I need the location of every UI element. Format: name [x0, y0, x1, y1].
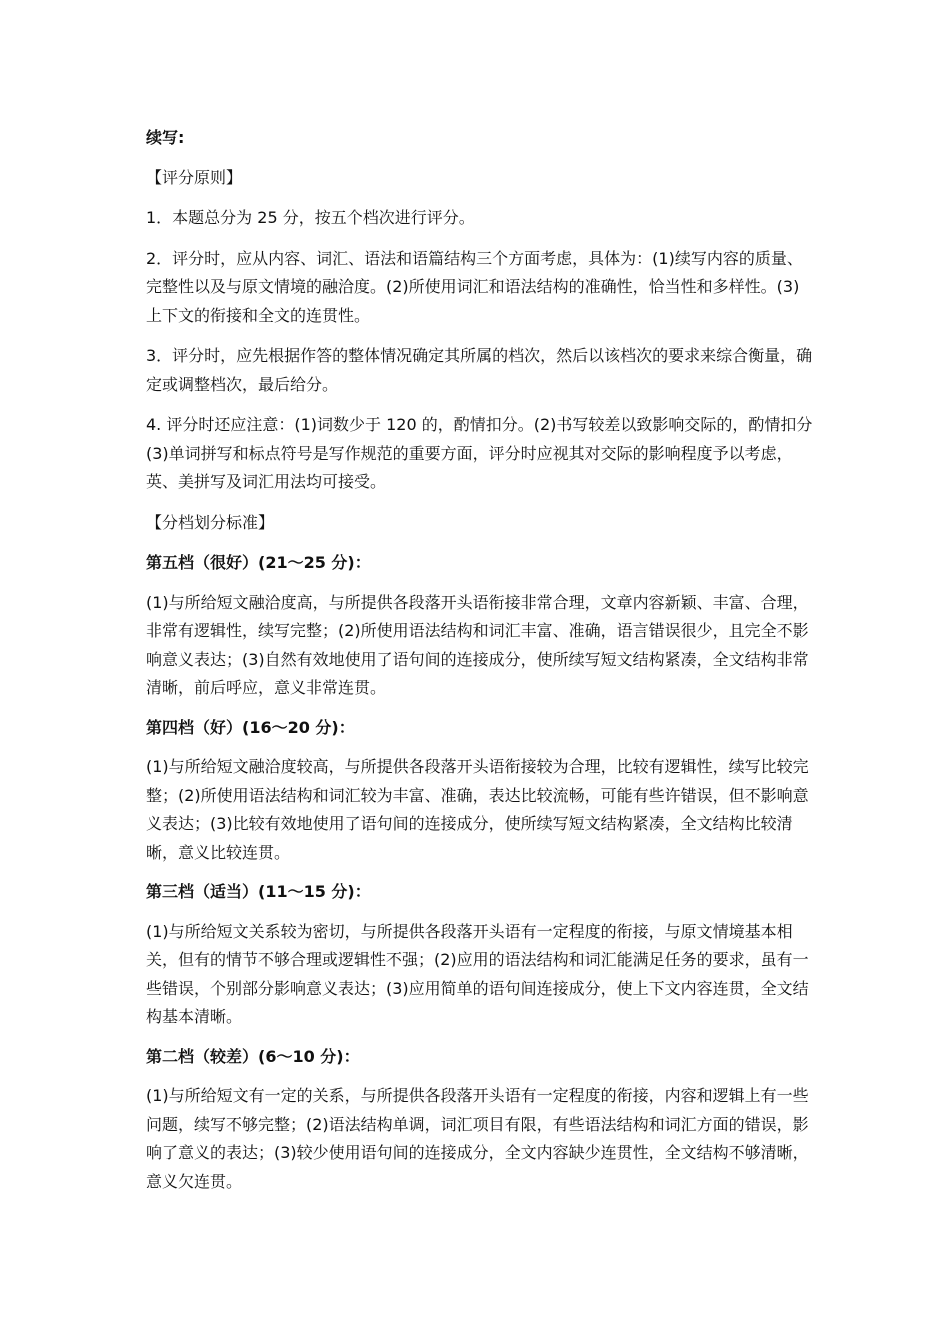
- level-title: 第五档（很好）(21～25 分)：: [146, 553, 371, 572]
- level-description: (1)与所给短文关系较为密切，与所提供各段落开头语有一定程度的衔接，与原文情境基本相关，但有的情节不够合理或逻辑性不强；(2)应用的语法结构和词汇能满足任务的要求，虽有一些错误，个别部分影响意义表达；(3)应用简单的语句间连接成分，使上下文内容连贯，全文结构基本清晰。: [146, 921, 809, 1026]
- level-title: 第四档（好）(16～20 分)：: [146, 717, 355, 737]
- level-description: (1)与所给短文有一定的关系，与所提供各段落开头语有一定程度的衔接，内容和逻辑上有一些问题，续写不够完整；(2)语法结构单调，词汇项目有限，有些语法结构和词汇方面的错误，影响了意义的表达；(3)较少使用语句间的连接成分，全文内容缺少连贯性，全文结构不够清晰，意义欠连贯。: [146, 1086, 809, 1191]
- level-description: (1)与所给短文融洽度较高，与所提供各段落开头语衔接较为合理，比较有逻辑性，续写比较完整；(2)所使用语法结构和词汇较为丰富、准确，表达比较流畅，可能有些许错误，但不影响意义表达；(3)比较有效地使用了语句间的连接成分，使所续写短文结构紧凑，全文结构比较清晰，意义比较连贯。: [146, 757, 809, 862]
- section-title: 续写:: [146, 128, 185, 147]
- principle-item: 4. 评分时还应注意：(1)词数少于 120 的，酌情扣分。(2)书写较差以致影响交际的，酌情扣分(3)单词拼写和标点符号是写作规范的重要方面，评分时应视其对交际的影响程度予以考虑，英、美拼写及词汇用法均可接受。: [146, 415, 813, 491]
- principle-item: 1．本题总分为 25 分，按五个档次进行评分。: [146, 208, 475, 227]
- principle-item: 3．评分时，应先根据作答的整体情况确定其所属的档次，然后以该档次的要求来综合衡量，确定或调整档次，最后给分。: [146, 346, 813, 394]
- principle-item: 2．评分时，应从内容、词汇、语法和语篇结构三个方面考虑，具体为：(1)续写内容的质量、完整性以及与原文情境的融洽度。(2)所使用词汇和语法结构的准确性，恰当性和多样性。(3)上下文的衔接和全文的连贯性。: [146, 248, 803, 325]
- document-body: [146, 124, 814, 1207]
- standards-heading: 【分档划分标准】: [146, 512, 275, 532]
- principles-heading: 【评分原则】: [146, 167, 243, 187]
- level-description: (1)与所给短文融洽度高，与所提供各段落开头语衔接非常合理，文章内容新颖、丰富、合理，非常有逻辑性，续写完整；(2)所使用语法结构和词汇丰富、准确，语言错误很少，且完全不影响意义表达；(3)自然有效地使用了语句间的连接成分，使所续写短文结构紧凑，全文结构非常清晰，前后呼应，意义非常连贯。: [146, 592, 809, 697]
- level-title: 第三档（适当）(11～15 分)：: [146, 882, 371, 901]
- level-title: 第二档（较差）(6～10 分)：: [146, 1046, 360, 1066]
